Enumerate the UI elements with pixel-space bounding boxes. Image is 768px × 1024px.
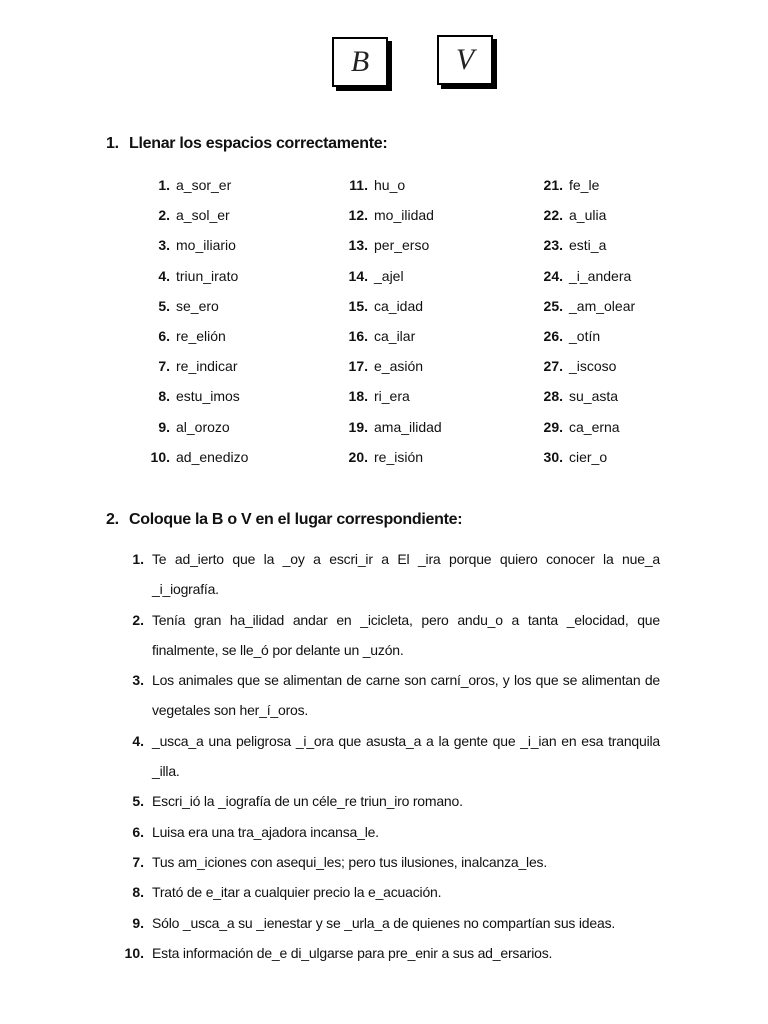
vocab-word: su_asta: [569, 388, 619, 405]
sentence-text: Trató de e_itar a cualquier precio la e_acuación.: [152, 884, 442, 901]
section-1-heading: [106, 135, 387, 153]
vocab-item: [148, 351, 248, 381]
vocab-item: [346, 291, 442, 321]
vocab-item: [541, 291, 635, 321]
vocab-word: cier_o: [569, 448, 608, 465]
vocab-item: [346, 170, 442, 200]
vocab-number: 2.: [158, 207, 170, 224]
vocab-word: re_indicar: [176, 358, 238, 375]
sentence-item: [120, 877, 660, 907]
vocab-item: [346, 321, 442, 351]
vocab-number: 14.: [348, 267, 368, 284]
vocab-number: 15.: [348, 297, 368, 314]
letter-v-box: [437, 35, 493, 85]
vocab-word: se_ero: [176, 297, 219, 314]
vocab-number: 21.: [543, 177, 563, 194]
vocab-number: 30.: [543, 448, 563, 465]
vocab-word: re_isión: [374, 448, 424, 465]
vocab-number: 12.: [348, 207, 368, 224]
vocab-item: [148, 230, 248, 260]
vocab-item: [346, 412, 442, 442]
vocab-word: ca_ilar: [374, 328, 416, 345]
vocab-word: _ajel: [374, 267, 404, 284]
section-1-number: 1.: [106, 135, 119, 152]
sentence-list: [120, 544, 660, 968]
vocab-number: 17.: [348, 358, 368, 375]
vocab-number: 9.: [158, 418, 170, 435]
vocab-word: _otín: [569, 328, 601, 345]
vocab-item: [148, 381, 248, 411]
vocab-item: [346, 381, 442, 411]
vocab-number: 23.: [543, 237, 563, 254]
vocab-item: [148, 442, 248, 472]
vocab-word: al_orozo: [176, 418, 230, 435]
vocab-number: 20.: [348, 448, 368, 465]
vocab-word: ri_era: [374, 388, 410, 405]
vocab-number: 3.: [158, 237, 170, 254]
vocab-number: 29.: [543, 418, 563, 435]
vocab-number: 22.: [543, 207, 563, 224]
sentence-number: 2.: [132, 611, 144, 628]
vocab-number: 26.: [543, 328, 563, 345]
sentence-text: Tenía gran ha_ilidad andar en _icicleta, pero andu_o a tanta _elocidad, que finalmente, se lle_ó por delante un _uzón.: [152, 611, 660, 658]
vocab-word: _am_olear: [569, 297, 636, 314]
vocab-word: ca_erna: [569, 418, 620, 435]
vocab-number: 4.: [158, 267, 170, 284]
sentence-number: 4.: [132, 732, 144, 749]
vocab-number: 11.: [349, 177, 368, 194]
vocab-word: e_asión: [374, 358, 424, 375]
sentence-number: 1.: [132, 551, 144, 567]
vocab-column-2: [346, 170, 442, 472]
sentence-text: Tus am_iciones con asequi_les; pero tus ilusiones, inalcanza_les.: [152, 853, 548, 870]
vocab-item: [541, 321, 635, 351]
sentence-item: [120, 605, 660, 666]
vocab-word: ca_idad: [374, 297, 424, 314]
vocab-number: 7.: [158, 358, 170, 375]
sentence-number: 6.: [132, 823, 144, 840]
vocab-word: fe_le: [569, 177, 600, 194]
sentence-number: 7.: [132, 853, 144, 870]
vocab-word: per_erso: [374, 237, 430, 254]
sentence-item: [120, 665, 660, 726]
vocab-word: a_ulia: [569, 207, 607, 224]
vocab-number: 6.: [158, 328, 170, 345]
vocab-number: 24.: [543, 267, 563, 284]
sentence-number: 10.: [124, 944, 144, 961]
sentence-number: 8.: [132, 884, 144, 901]
vocab-item: [541, 351, 635, 381]
vocab-word: triun_irato: [176, 267, 239, 284]
vocab-word: re_elión: [176, 328, 226, 345]
sentence-text: Los animales que se alimentan de carne son carní_oros, y los que se alimentan de vegetales son her_í_oros.: [152, 672, 660, 719]
sentence-text: Luisa era una tra_ajadora incansa_le.: [152, 823, 379, 840]
vocab-word: _iscoso: [569, 358, 617, 375]
sentence-text: Sólo _usca_a su _ienestar y se _urla_a de quienes no compartían sus ideas.: [152, 914, 616, 931]
vocab-item: [541, 381, 635, 411]
vocab-item: [148, 261, 248, 291]
section-2-heading: [106, 511, 462, 529]
vocab-column-1: [148, 170, 248, 472]
vocab-number: 8.: [158, 388, 170, 405]
vocab-word: a_sor_er: [176, 177, 232, 194]
vocab-item: [541, 261, 635, 291]
vocab-word: a_sol_er: [176, 207, 230, 224]
vocab-number: 27.: [543, 358, 563, 375]
vocab-column-3: [541, 170, 635, 472]
vocab-item: [346, 200, 442, 230]
letter-v: V: [455, 43, 475, 76]
vocab-number: 5.: [158, 297, 170, 314]
sentence-item: [120, 544, 660, 605]
vocab-number: 19.: [348, 418, 368, 435]
section-1-title: Llenar los espacios correctamente:: [129, 135, 388, 152]
section-2-number: 2.: [106, 511, 119, 528]
vocab-item: [541, 170, 635, 200]
vocab-item: [541, 200, 635, 230]
vocab-item: [148, 412, 248, 442]
vocab-word: _i_andera: [569, 267, 632, 284]
sentence-text: Esta información de_e di_ulgarse para pre_enir a sus ad_ersarios.: [152, 944, 553, 961]
vocab-number: 28.: [543, 388, 563, 405]
vocab-item: [346, 351, 442, 381]
vocab-item: [541, 442, 635, 472]
sentence-item: [120, 817, 660, 847]
vocab-number: 16.: [348, 328, 368, 345]
vocab-number: 10.: [150, 448, 170, 465]
vocab-word: mo_ilidad: [374, 207, 434, 224]
vocab-word: esti_a: [569, 237, 607, 254]
vocab-item: [148, 200, 248, 230]
vocab-item: [346, 442, 442, 472]
vocab-item: [346, 230, 442, 260]
sentence-item: [120, 908, 660, 938]
vocab-word: mo_iliario: [176, 237, 236, 254]
letter-b: B: [350, 45, 370, 78]
sentence-item: [120, 938, 660, 968]
vocab-item: [346, 261, 442, 291]
vocab-word: ama_ilidad: [374, 418, 442, 435]
vocab-item: [541, 412, 635, 442]
letter-b-box: [332, 37, 388, 87]
vocab-word: hu_o: [374, 177, 406, 194]
vocab-item: [148, 321, 248, 351]
vocab-word: estu_imos: [176, 388, 240, 405]
sentence-item: [120, 726, 660, 787]
vocab-item: [148, 170, 248, 200]
sentence-number: 5.: [132, 793, 144, 810]
vocab-word: ad_enedizo: [176, 448, 249, 465]
section-2-title: Coloque la B o V en el lugar correspondiente:: [129, 511, 463, 528]
vocab-number: 1.: [158, 177, 170, 194]
sentence-item: [120, 786, 660, 816]
vocab-number: 25.: [543, 297, 563, 314]
sentence-item: [120, 847, 660, 877]
sentence-text: Te ad_ierto que la _oy a escri_ir a El _ira porque quiero conocer la nue_a _i_iografía.: [152, 551, 660, 598]
vocab-number: 18.: [348, 388, 368, 405]
sentence-text: _usca_a una peligrosa _i_ora que asusta_a a la gente que _i_ian en esa tranquila _illa.: [152, 732, 660, 780]
vocab-item: [541, 230, 635, 260]
vocab-number: 13.: [348, 237, 368, 254]
sentence-text: Escri_ió la _iografía de un céle_re triun_iro romano.: [152, 793, 463, 810]
sentence-number: 3.: [132, 672, 144, 689]
sentence-number: 9.: [132, 914, 144, 931]
vocab-item: [148, 291, 248, 321]
